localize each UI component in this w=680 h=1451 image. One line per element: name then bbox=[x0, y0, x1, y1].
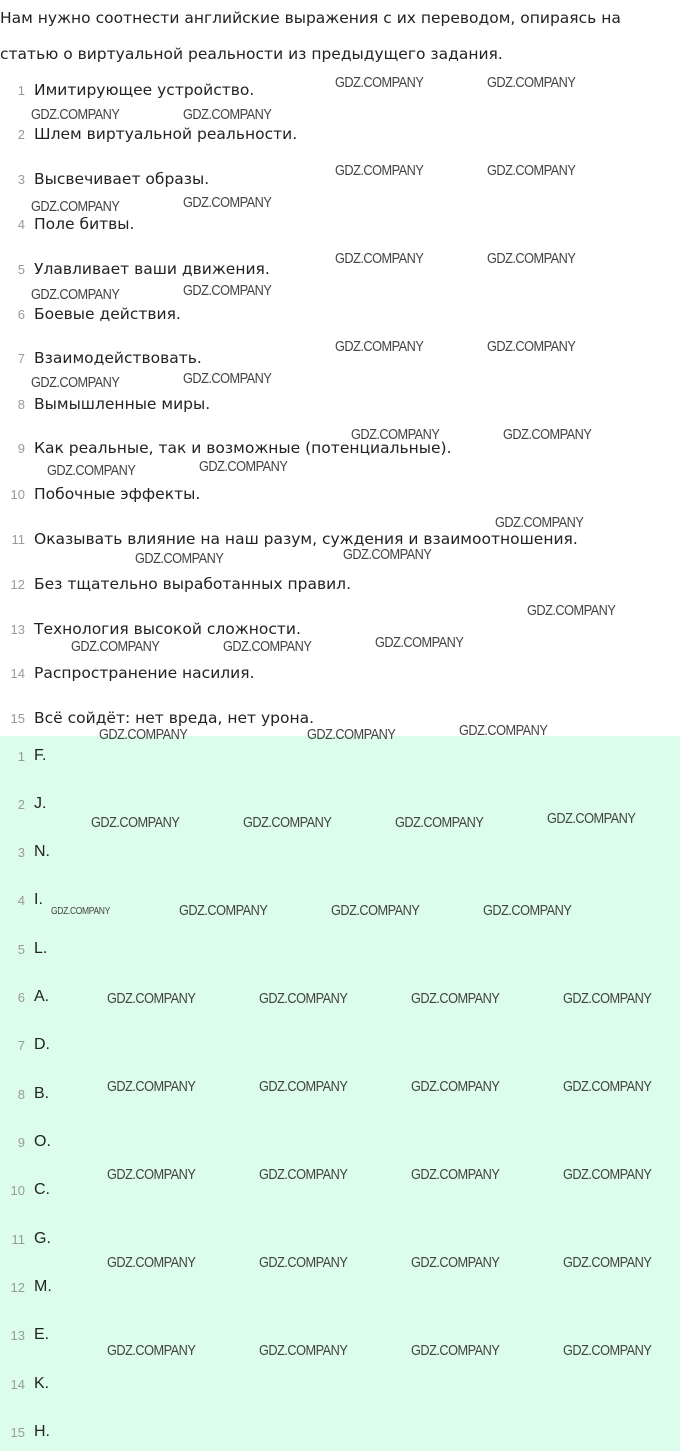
item-text: Поле битвы. bbox=[34, 215, 135, 233]
watermark-text: GDZ.COMPANY bbox=[71, 638, 160, 655]
answer-number: 1 bbox=[17, 748, 25, 764]
watermark-text: GDZ.COMPANY bbox=[375, 634, 464, 651]
item-number: 4 bbox=[17, 216, 25, 232]
list-item bbox=[0, 616, 301, 642]
watermark-text: GDZ.COMPANY bbox=[411, 1166, 500, 1183]
item-text: Как реальные, так и возможные (потенциальные). bbox=[34, 439, 452, 457]
answer-number: 6 bbox=[17, 989, 25, 1005]
answer-item bbox=[0, 1419, 50, 1445]
item-text: Улавливает ваши движения. bbox=[34, 260, 270, 278]
watermark-text: GDZ.COMPANY bbox=[259, 1078, 348, 1095]
item-number: 13 bbox=[10, 621, 25, 637]
watermark-text: GDZ.COMPANY bbox=[487, 162, 576, 179]
watermark-text: GDZ.COMPANY bbox=[459, 722, 548, 739]
item-number: 12 bbox=[10, 576, 25, 592]
watermark-text: GDZ.COMPANY bbox=[135, 550, 224, 567]
answer-number: 4 bbox=[17, 892, 25, 908]
watermark-text: GDZ.COMPANY bbox=[31, 374, 120, 391]
watermark-text: GDZ.COMPANY bbox=[335, 338, 424, 355]
item-number: 2 bbox=[17, 126, 25, 142]
item-text: Всё сойдёт: нет вреда, нет урона. bbox=[34, 709, 315, 727]
item-text: Без тщательно выработанных правил. bbox=[34, 575, 352, 593]
watermark-text: GDZ.COMPANY bbox=[411, 990, 500, 1007]
watermark-text: GDZ.COMPANY bbox=[183, 282, 272, 299]
watermark-text: GDZ.COMPANY bbox=[395, 814, 484, 831]
watermark-text: GDZ.COMPANY bbox=[183, 194, 272, 211]
item-text: Взаимодействовать. bbox=[34, 349, 202, 367]
watermark-text: GDZ.COMPANY bbox=[343, 546, 432, 563]
item-number: 9 bbox=[17, 440, 25, 456]
watermark-text: GDZ.COMPANY bbox=[307, 726, 396, 743]
watermark-text: GDZ.COMPANY bbox=[331, 902, 420, 919]
watermark-text: GDZ.COMPANY bbox=[487, 338, 576, 355]
answer-letter: C. bbox=[34, 1181, 50, 1198]
item-number: 5 bbox=[17, 261, 25, 277]
watermark-text: GDZ.COMPANY bbox=[547, 810, 636, 827]
watermark-text: GDZ.COMPANY bbox=[199, 458, 288, 475]
watermark-text: GDZ.COMPANY bbox=[183, 106, 272, 123]
watermark-text: GDZ.COMPANY bbox=[411, 1078, 500, 1095]
answer-number: 3 bbox=[17, 844, 25, 860]
answer-number: 9 bbox=[17, 1134, 25, 1150]
list-item bbox=[0, 526, 578, 552]
watermark-text: GDZ.COMPANY bbox=[99, 726, 188, 743]
item-number: 8 bbox=[17, 396, 25, 412]
watermark-text: GDZ.COMPANY bbox=[487, 250, 576, 267]
answer-letter: K. bbox=[34, 1375, 50, 1392]
watermark-text: GDZ.COMPANY bbox=[563, 1078, 652, 1095]
watermark-text: GDZ.COMPANY bbox=[91, 814, 180, 831]
item-number: 1 bbox=[17, 82, 25, 98]
item-number: 6 bbox=[17, 306, 25, 322]
answer-number: 10 bbox=[10, 1182, 25, 1198]
item-number: 3 bbox=[17, 171, 25, 187]
answer-number: 14 bbox=[10, 1376, 25, 1392]
watermark-text: GDZ.COMPANY bbox=[495, 514, 584, 531]
item-text: Шлем виртуальной реальности. bbox=[34, 125, 298, 143]
answer-number: 13 bbox=[10, 1327, 25, 1343]
watermark-text: GDZ.COMPANY bbox=[411, 1342, 500, 1359]
item-text: Технология высокой сложности. bbox=[34, 620, 301, 638]
answer-item bbox=[0, 1322, 49, 1348]
item-text: Оказывать влияние на наш разум, суждения и взаимоотношения. bbox=[34, 530, 578, 548]
answer-number: 15 bbox=[10, 1424, 25, 1440]
answer-item bbox=[0, 743, 46, 769]
list-item bbox=[0, 435, 452, 461]
answer-letter: L. bbox=[34, 940, 48, 957]
answer-number: 11 bbox=[11, 1231, 25, 1247]
answers-panel bbox=[0, 736, 680, 1451]
answer-letter: D. bbox=[34, 1036, 50, 1053]
list-item bbox=[0, 660, 255, 686]
list-item bbox=[0, 705, 314, 731]
answer-letter: J. bbox=[34, 795, 47, 812]
watermark-text: GDZ.COMPANY bbox=[107, 1342, 196, 1359]
intro-line-1: Нам нужно соотнести английские выражения с их переводом, опираясь на bbox=[0, 9, 621, 27]
answer-number: 7 bbox=[17, 1037, 25, 1053]
item-number: 11 bbox=[11, 531, 25, 547]
watermark-text: GDZ.COMPANY bbox=[563, 1254, 652, 1271]
item-text: Высвечивает образы. bbox=[34, 170, 210, 188]
watermark-text: GDZ.COMPANY bbox=[259, 1342, 348, 1359]
watermark-text: GDZ.COMPANY bbox=[107, 1254, 196, 1271]
answer-item bbox=[0, 1177, 50, 1203]
watermark-text: GDZ.COMPANY bbox=[183, 370, 272, 387]
intro-line-2: статью о виртуальной реальности из предыдущего задания. bbox=[0, 45, 503, 63]
answer-item bbox=[0, 1371, 49, 1397]
watermark-text: GDZ.COMPANY bbox=[335, 250, 424, 267]
watermark-text: GDZ.COMPANY bbox=[31, 198, 120, 215]
watermark-text: GDZ.COMPANY bbox=[527, 602, 616, 619]
watermark-text: GDZ.COMPANY bbox=[107, 990, 196, 1007]
watermark-text: GDZ.COMPANY bbox=[487, 74, 576, 91]
answer-letter: F. bbox=[34, 747, 47, 764]
watermark-text: GDZ.COMPANY bbox=[243, 814, 332, 831]
list-item bbox=[0, 571, 351, 597]
list-item bbox=[0, 121, 297, 147]
task-intro bbox=[0, 0, 680, 72]
answer-letter: G. bbox=[34, 1230, 51, 1247]
answer-letter: I. bbox=[34, 891, 43, 908]
answer-item bbox=[0, 1032, 50, 1058]
answer-letter: O. bbox=[34, 1133, 51, 1150]
watermark-text: GDZ.COMPANY bbox=[107, 1078, 196, 1095]
answer-number: 2 bbox=[17, 796, 25, 812]
answer-item bbox=[0, 1274, 52, 1300]
item-text: Побочные эффекты. bbox=[34, 485, 201, 503]
watermark-text: GDZ.COMPANY bbox=[563, 990, 652, 1007]
list-item bbox=[0, 211, 134, 237]
watermark-text: GDZ.COMPANY bbox=[483, 902, 572, 919]
answer-letter: H. bbox=[34, 1423, 50, 1440]
watermark-text: GDZ.COMPANY bbox=[51, 906, 110, 917]
watermark-text: GDZ.COMPANY bbox=[335, 74, 424, 91]
answer-item bbox=[0, 839, 50, 865]
list-item bbox=[0, 481, 200, 507]
item-text: Имитирующее устройство. bbox=[34, 81, 255, 99]
answer-letter: B. bbox=[34, 1085, 50, 1102]
list-item bbox=[0, 345, 202, 371]
answer-letter: E. bbox=[34, 1326, 50, 1343]
item-text: Боевые действия. bbox=[34, 305, 181, 323]
watermark-text: GDZ.COMPANY bbox=[351, 426, 440, 443]
answer-number: 12 bbox=[10, 1279, 25, 1295]
watermark-text: GDZ.COMPANY bbox=[31, 286, 120, 303]
answer-item bbox=[0, 1081, 49, 1107]
item-number: 10 bbox=[10, 486, 25, 502]
answer-item bbox=[0, 984, 49, 1010]
watermark-text: GDZ.COMPANY bbox=[503, 426, 592, 443]
list-item bbox=[0, 301, 181, 327]
answer-number: 5 bbox=[17, 941, 25, 957]
watermark-text: GDZ.COMPANY bbox=[259, 1166, 348, 1183]
watermark-text: GDZ.COMPANY bbox=[47, 462, 136, 479]
answer-item bbox=[0, 1129, 51, 1155]
watermark-text: GDZ.COMPANY bbox=[335, 162, 424, 179]
answer-item bbox=[0, 1226, 51, 1252]
list-item bbox=[0, 166, 209, 192]
watermark-text: GDZ.COMPANY bbox=[563, 1166, 652, 1183]
watermark-text: GDZ.COMPANY bbox=[259, 990, 348, 1007]
watermark-text: GDZ.COMPANY bbox=[179, 902, 268, 919]
list-item bbox=[0, 77, 254, 103]
item-text: Распространение насилия. bbox=[34, 664, 255, 682]
item-number: 7 bbox=[17, 350, 25, 366]
watermark-text: GDZ.COMPANY bbox=[107, 1166, 196, 1183]
item-number: 14 bbox=[10, 665, 25, 681]
answer-item bbox=[0, 791, 46, 817]
list-item bbox=[0, 391, 210, 417]
answer-letter: M. bbox=[34, 1278, 52, 1295]
list-item bbox=[0, 256, 270, 282]
answer-item bbox=[0, 936, 47, 962]
item-number: 15 bbox=[10, 710, 25, 726]
item-text: Вымышленные миры. bbox=[34, 395, 211, 413]
answer-letter: A. bbox=[34, 988, 50, 1005]
answer-number: 8 bbox=[17, 1086, 25, 1102]
watermark-text: GDZ.COMPANY bbox=[31, 106, 120, 123]
answer-item bbox=[0, 887, 43, 913]
watermark-text: GDZ.COMPANY bbox=[223, 638, 312, 655]
answer-letter: N. bbox=[34, 843, 50, 860]
watermark-text: GDZ.COMPANY bbox=[411, 1254, 500, 1271]
watermark-text: GDZ.COMPANY bbox=[259, 1254, 348, 1271]
watermark-text: GDZ.COMPANY bbox=[563, 1342, 652, 1359]
